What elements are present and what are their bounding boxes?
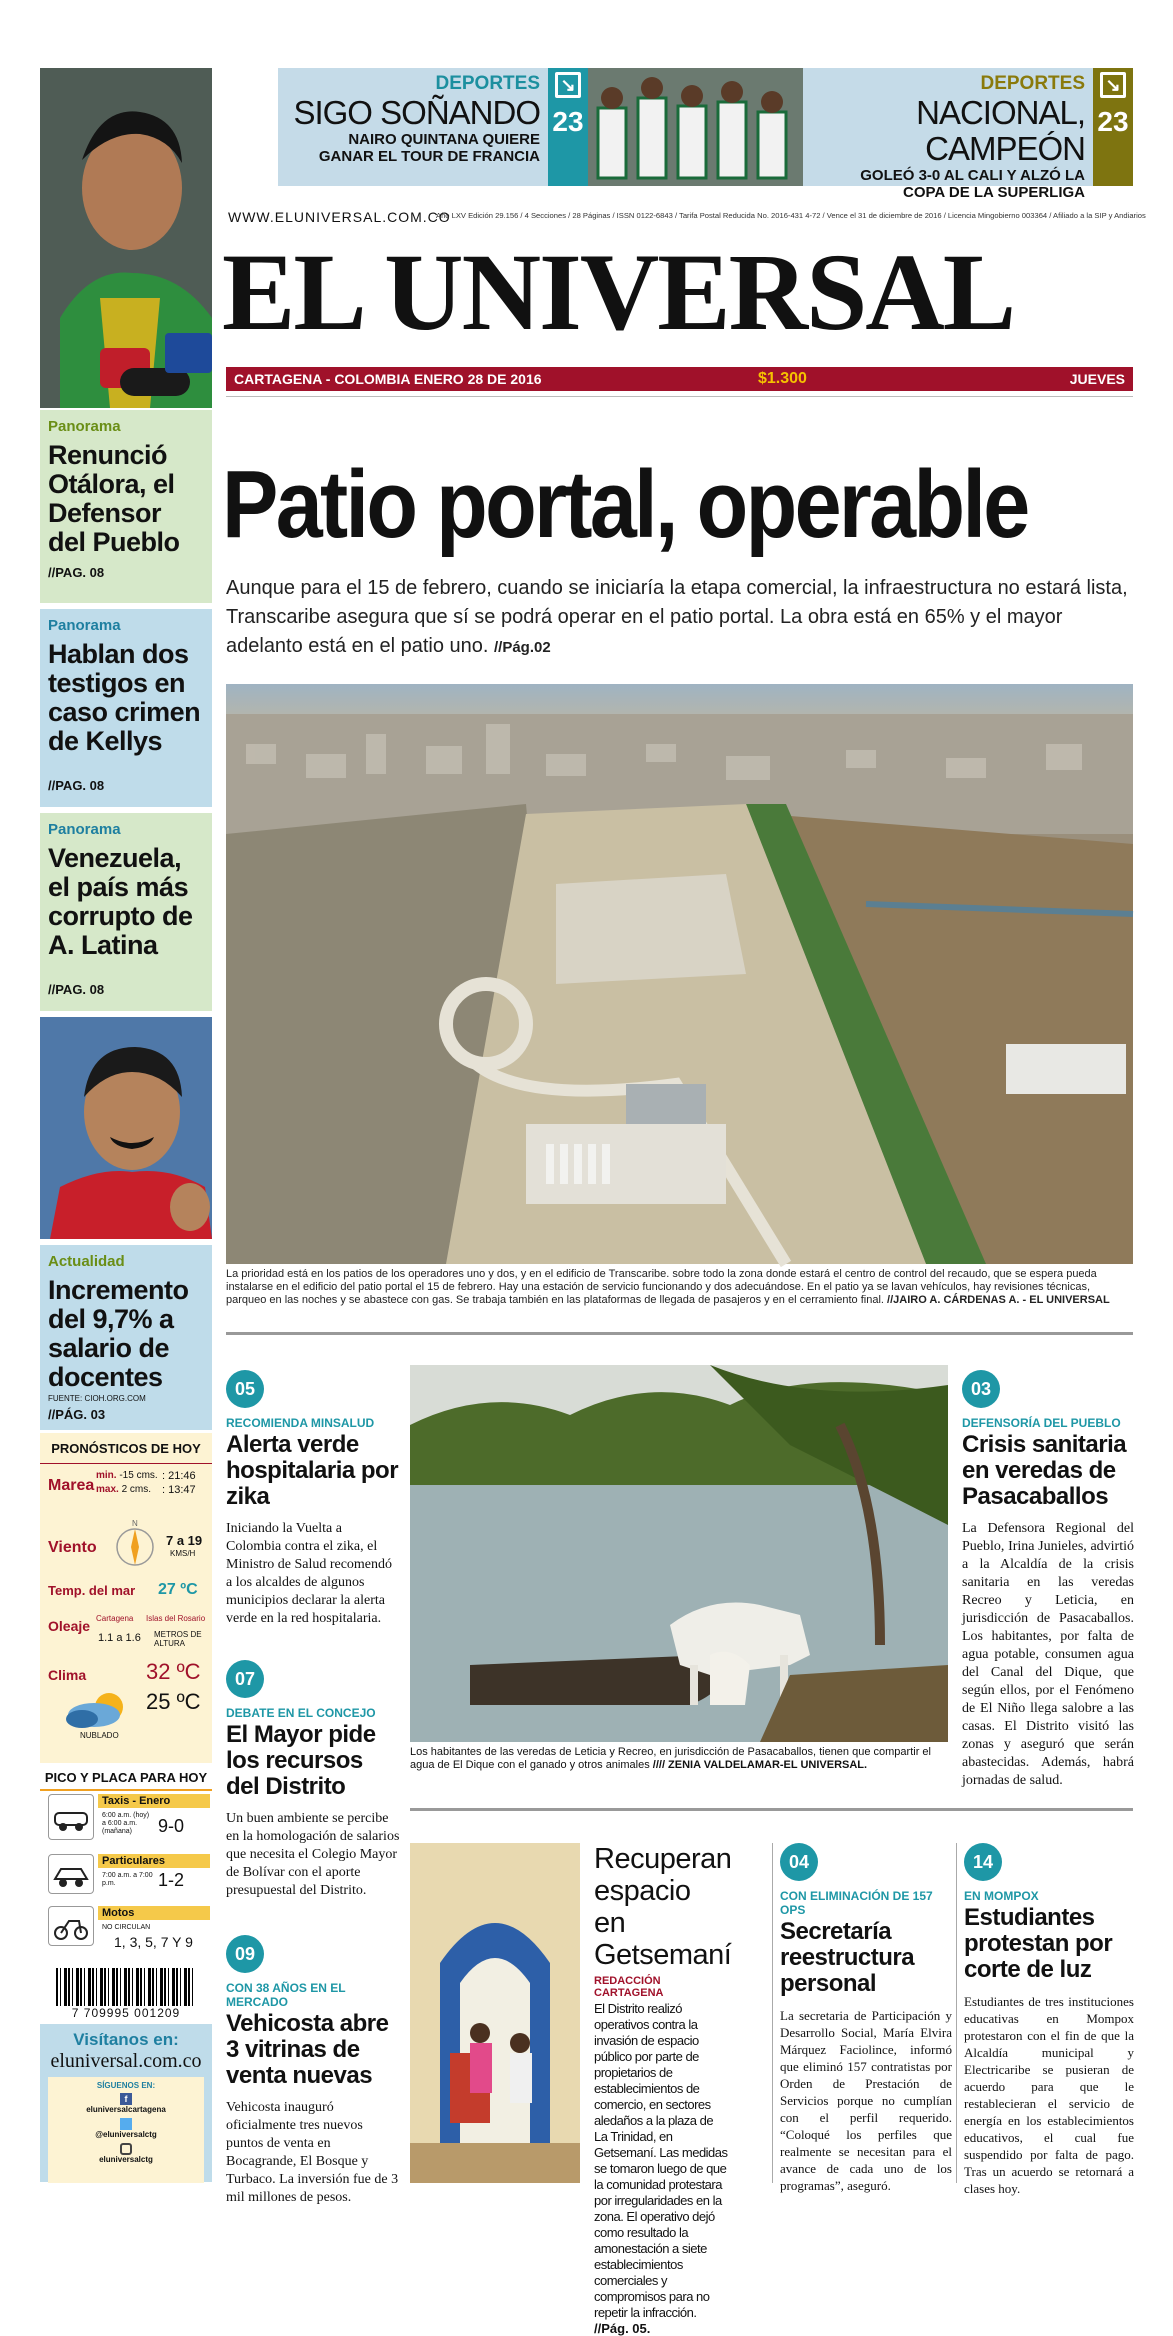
page-number-badge: 09 xyxy=(226,1935,264,1973)
edition-meta: Año LXV Edición 29.156 / 4 Secciones / 28 Páginas / ISSN 0122-6843 / Tarifa Postal Reducida No. 2016-431 4-72 / Vence el 31 de diciembre de 2016 / Licencia Mingobierno 003364 / Afiliado a la SIP y Andiarios xyxy=(436,211,1146,220)
promo-section: DEPORTES xyxy=(980,73,1085,94)
story-page-ref: //Pág. 05. xyxy=(594,2321,651,2336)
sidebar-category: Panorama xyxy=(48,617,121,634)
sidebar-page: //PAG. 08 xyxy=(48,565,105,580)
sidebar-headline: Incremento del 9,7% a salario de docentes xyxy=(48,1275,189,1392)
page-number-badge: 05 xyxy=(226,1370,264,1408)
promo-page-number: 23 xyxy=(1097,106,1129,137)
promo-title: NACIONAL, CAMPEÓN xyxy=(916,94,1085,167)
lead-caption-text: La prioridad está en los patios de los operadores uno y dos, y en el edificio de Transcaribe. sobre todo la zona donde estará el centro de control del recaudo, que se espera pueda instalarse en el edificio del patio portal el 15 de febrero. Hay una estación de servicio funcionando y dos adecuándose. En el patio ya se lavan vehículos, hay revisiones técnicas, parqueo en las noches y se abastece con gas. Se trabaja también en las plataformas de llegada de pasajeros y en el cerramiento final. xyxy=(226,1268,1097,1306)
clima-desc: NUBLADO xyxy=(80,1731,119,1740)
instagram-icon[interactable] xyxy=(120,2143,132,2155)
story-body: Vehicosta inauguró oficialmente tres nuevos puntos de venta en Bocagrande, El Bosque y Turbaco. La inversión fue de 3 mil millones de pesos. xyxy=(226,2100,399,2205)
motorcycle-icon xyxy=(48,1906,94,1946)
story-mompox[interactable] xyxy=(964,1843,1134,2197)
sidebar-item-otalora[interactable] xyxy=(40,410,212,603)
divider xyxy=(410,1808,1133,1811)
page-number-badge: 14 xyxy=(964,1843,1002,1881)
cloudy-sun-icon xyxy=(54,1687,144,1731)
barcode-number: 7 709995 001209 xyxy=(71,2006,181,2020)
pico-title: PICO Y PLACA PARA HOY xyxy=(40,1766,212,1791)
weather-box xyxy=(40,1433,212,1763)
lead-page-ref: //Pág.02 xyxy=(494,639,551,656)
oleaje-unit: METROS DE ALTURA xyxy=(154,1630,202,1648)
lead-caption xyxy=(226,1268,1131,1307)
follow-label: SÍGUENOS EN: xyxy=(96,2081,156,2090)
newspaper-logo: EL UNIVERSAL xyxy=(222,231,1015,353)
promo-sub-2: GANAR EL TOUR DE FRANCIA xyxy=(318,148,540,165)
top-promo-banner xyxy=(278,68,1133,201)
marea-label: Marea xyxy=(48,1477,95,1494)
story-headline: Recuperan espacio en Getsemaní xyxy=(594,1843,732,1971)
sidebar-page: //PÁG. 03 xyxy=(48,1407,106,1422)
story-zika[interactable] xyxy=(226,1370,400,1628)
pico-row-hours: 6:00 a.m. (hoy) a 6:00 a.m. (mañana) xyxy=(102,1812,150,1835)
photo-credit: //// ZENIA VALDELAMAR-EL UNIVERSAL. xyxy=(652,1759,868,1771)
getsemani-painting-photo xyxy=(410,1843,580,2183)
promo-page-badge xyxy=(548,68,588,186)
tide-max-time: : 13:47 xyxy=(162,1484,196,1496)
pico-row-digits: 1-2 xyxy=(158,1870,185,1890)
facebook-handle[interactable]: eluniversalcartagena xyxy=(86,2105,166,2114)
pico-placa-box xyxy=(40,1766,212,1962)
page-number-badge: 03 xyxy=(962,1370,1000,1408)
sidebar-category: Panorama xyxy=(48,418,121,435)
visit-label: Visítanos en: xyxy=(73,2030,179,2049)
wind-unit: KMS/H xyxy=(170,1549,196,1558)
facebook-icon[interactable]: f xyxy=(120,2093,132,2105)
story-headline: Vehicosta abre 3 vitrinas de venta nuevas xyxy=(226,2010,389,2089)
sidebar-headline: Venezuela, el país más corrupto de A. Latina xyxy=(48,843,193,960)
story-body: Un buen ambiente se percibe en la homologación de salarios que necesita el Colegio Mayor de Bolívar con el aporte presupuestal del Distrito. xyxy=(226,1811,400,1898)
oleaje-location-1: Cartagena xyxy=(96,1614,134,1623)
story-secretaria[interactable] xyxy=(780,1843,952,2194)
oleaje-location-2: Islas del Rosario xyxy=(146,1614,206,1623)
arrow-down-right-icon: ↘ xyxy=(555,72,581,98)
column-rule xyxy=(772,1843,773,2183)
aerial-patio-portal-photo xyxy=(226,684,1133,1264)
page-number-badge: 07 xyxy=(226,1660,264,1698)
story-kicker: DEBATE EN EL CONCEJO xyxy=(226,1706,376,1720)
promo-nacional[interactable] xyxy=(803,68,1093,201)
promo-sub-2: COPA DE LA SUPERLIGA xyxy=(903,184,1085,201)
maduro-photo xyxy=(40,1017,212,1239)
promo-page-badge xyxy=(1093,68,1133,186)
lead-photo-credit: //JAIRO A. CÁRDENAS A. - EL UNIVERSAL xyxy=(887,1294,1110,1306)
sea-temp-value: 27 ºC xyxy=(158,1581,198,1598)
sidebar-source: FUENTE: CIOH.ORG.COM xyxy=(48,1394,146,1403)
story-body: Iniciando la Vuelta a Colombia contra el zika, el Ministro de Salud recomendó a los alcaldes de algunos municipios declarar la alerta verde en la red hospitalaria. xyxy=(226,1521,393,1626)
oleaje-label: Oleaje xyxy=(48,1618,91,1634)
price: $1.300 xyxy=(758,370,807,387)
story-headline: Crisis sanitaria en veredas de Pasacaballos xyxy=(962,1431,1127,1510)
story-headline: El Mayor pide los recursos del Distrito xyxy=(226,1721,376,1800)
visit-box xyxy=(40,2024,212,2182)
pico-row-hours: NO CIRCULAN xyxy=(102,1924,151,1931)
pico-row-label: Motos xyxy=(98,1906,210,1920)
tide-max-label: max. xyxy=(96,1484,119,1495)
story-vehicosta[interactable] xyxy=(226,1935,400,2207)
story-body: La Defensora Regional del Pueblo, Irina Junieles, advirtió a la Alcaldía de la crisis sanitaria en las veredas Recreo y Leticia, en jurisdicción de Pasacaballos. Los habitantes, por falta de agua potable, consumen agua del Canal del Dique, que según ellos, por el Fenómeno de El Niño llega salobre a las casas. El Distrito visitó las zonas y aseguró que serán abastecidas. Además, habrá jornadas de salud. xyxy=(962,1521,1134,1788)
story-kicker: DEFENSORÍA DEL PUEBLO xyxy=(962,1416,1121,1430)
story-getsemani[interactable] xyxy=(594,1843,732,2336)
sidebar-headline: Hablan dos testigos en caso crimen de Kellys xyxy=(48,639,201,756)
story-crisis[interactable] xyxy=(962,1370,1134,1790)
story-body: El Distrito realizó operativos contra la invasión de espacio público por parte de propietarios de establecimientos de comercio, en sectores aledaños a la plaza de La Trinidad, en Getsemaní. Las medidas se tomaron luego de que la comunidad protestara por irregularidades en la zona. El operativo dejó como resultado la amonestación a siete establecimientos comerciales y compromisos para no repetir la infracción. xyxy=(594,2001,728,2320)
story-mayor[interactable] xyxy=(226,1660,400,1900)
promo-page-number: 23 xyxy=(552,106,584,137)
promo-sub-1: GOLEÓ 3-0 AL CALI Y ALZÓ LA xyxy=(860,167,1085,184)
sidebar-category: Actualidad xyxy=(48,1253,125,1270)
dateline-bar xyxy=(226,367,1133,391)
taxi-icon xyxy=(48,1794,94,1840)
sidebar-item-docentes[interactable] xyxy=(40,1245,212,1430)
story-body: La secretaria de Participación y Desarrollo Social, María Elvira Márquez Faciolince, informó que eliminó 157 contratistas por Orden de Prestación de Servicios porque no cumplían con el perfil requerido. “Coloqué los perfiles que realmente se necesitan para el avance de cada uno de los programas”, aseguró. xyxy=(780,2008,952,2193)
pico-row-hours: 7:00 a.m. a 7:00 p.m. xyxy=(102,1872,153,1887)
twitter-handle[interactable]: @eluniversalctg xyxy=(95,2130,157,2139)
story-kicker: REDACCIÓN CARTAGENA xyxy=(594,1975,664,1999)
weather-title: PRONÓSTICOS DE HOY xyxy=(51,1441,201,1456)
promo-title: SIGO SOÑANDO xyxy=(293,94,540,131)
lead-deck-text: Aunque para el 15 de febrero, cuando se iniciaría la etapa comercial, la infraestructura no estará lista, Transcaribe asegura que sí se podrá operar en el patio portal. La obra está en 65% y el mayor adelanto está en el patio uno. xyxy=(226,577,1128,657)
temp-low: 25 ºC xyxy=(146,1689,201,1714)
twitter-icon[interactable] xyxy=(120,2118,132,2130)
story-kicker: EN MOMPOX xyxy=(964,1889,1039,1903)
dateline-text: CARTAGENA - COLOMBIA ENERO 28 DE 2016 xyxy=(234,371,542,387)
pico-row-digits: 1, 3, 5, 7 Y 9 xyxy=(114,1934,193,1950)
nacional-team-photo xyxy=(588,68,803,186)
divider xyxy=(226,1332,1133,1335)
story-kicker: CON ELIMINACIÓN DE 157 OPS xyxy=(780,1889,933,1917)
compass-icon xyxy=(110,1517,160,1577)
sidebar-headline: Renunció Otálora, el Defensor del Pueblo xyxy=(48,440,180,557)
tide-min-label: min. xyxy=(96,1470,117,1481)
temp-high: 32 ºC xyxy=(146,1659,201,1684)
sidebar-page: //PAG. 08 xyxy=(48,982,105,997)
pico-row-label: Particulares xyxy=(98,1854,210,1868)
tide-min-time: : 21:46 xyxy=(162,1470,196,1482)
lead-deck xyxy=(226,574,1131,662)
sidebar-category: Panorama xyxy=(48,821,121,838)
sidebar-page: //PAG. 08 xyxy=(48,778,105,793)
instagram-handle[interactable]: eluniversalctg xyxy=(99,2155,153,2164)
promo-section: DEPORTES xyxy=(435,73,540,94)
visit-site[interactable]: eluniversal.com.co xyxy=(50,2050,202,2072)
story-headline: Estudiantes protestan por corte de luz xyxy=(964,1904,1113,1983)
pico-row-digits: 9-0 xyxy=(158,1816,185,1836)
caption-text: Los habitantes de las veredas de Leticia y Recreo, en jurisdicción de Pasacaballos, tienen que compartir el agua de El Dique con el ganado y otros animales xyxy=(410,1746,931,1771)
wind-value: 7 a 19 xyxy=(166,1533,203,1548)
barcode xyxy=(56,1968,196,2020)
oleaje-value: 1.1 a 1.6 xyxy=(98,1632,141,1644)
lead-headline[interactable]: Patio portal, operable xyxy=(222,451,1028,558)
arrow-down-right-icon: ↘ xyxy=(1100,72,1126,98)
divider xyxy=(226,396,1133,397)
story-kicker: CON 38 AÑOS EN EL MERCADO xyxy=(226,1981,346,2009)
story-body: Estudiantes de tres instituciones educativas en Mompox protestaron con el fin de que la Alcaldía municipal y Electricaribe se pusieran de acuerdo para que le restablecieran el servicio de energía en los establecimientos educativos, el cual fue suspendido por falta de pago. Tras un acuerdo se retornará a clases hoy. xyxy=(964,1994,1134,2196)
page-number-badge: 04 xyxy=(780,1843,818,1881)
sidebar-item-venezuela[interactable] xyxy=(40,813,212,1011)
site-url[interactable]: WWW.ELUNIVERSAL.COM.CO xyxy=(228,209,451,225)
cattle-canal-photo xyxy=(410,1365,948,1742)
story-headline: Secretaría reestructura personal xyxy=(780,1918,915,1997)
sidebar-item-kellys[interactable] xyxy=(40,609,212,807)
tide-max-value: 2 cms. xyxy=(121,1484,152,1495)
weekday: JUEVES xyxy=(1069,371,1125,387)
clima-label: Clima xyxy=(48,1667,87,1683)
svg-text:N: N xyxy=(132,1519,138,1528)
story-kicker: RECOMIENDA MINSALUD xyxy=(226,1416,375,1430)
column-rule xyxy=(956,1843,957,2183)
nairo-photo xyxy=(40,68,212,408)
cattle-photo-caption xyxy=(410,1746,948,1772)
story-headline: Alerta verde hospitalaria por zika xyxy=(226,1431,399,1510)
promo-nairo[interactable] xyxy=(278,68,548,186)
promo-sub-1: NAIRO QUINTANA QUIERE xyxy=(348,131,540,148)
pico-row-label: Taxis - Enero xyxy=(98,1794,210,1808)
sea-temp-label: Temp. del mar xyxy=(48,1583,136,1598)
tide-min-value: -15 cms. xyxy=(119,1470,158,1481)
car-icon xyxy=(48,1854,94,1894)
viento-label: Viento xyxy=(48,1539,97,1556)
